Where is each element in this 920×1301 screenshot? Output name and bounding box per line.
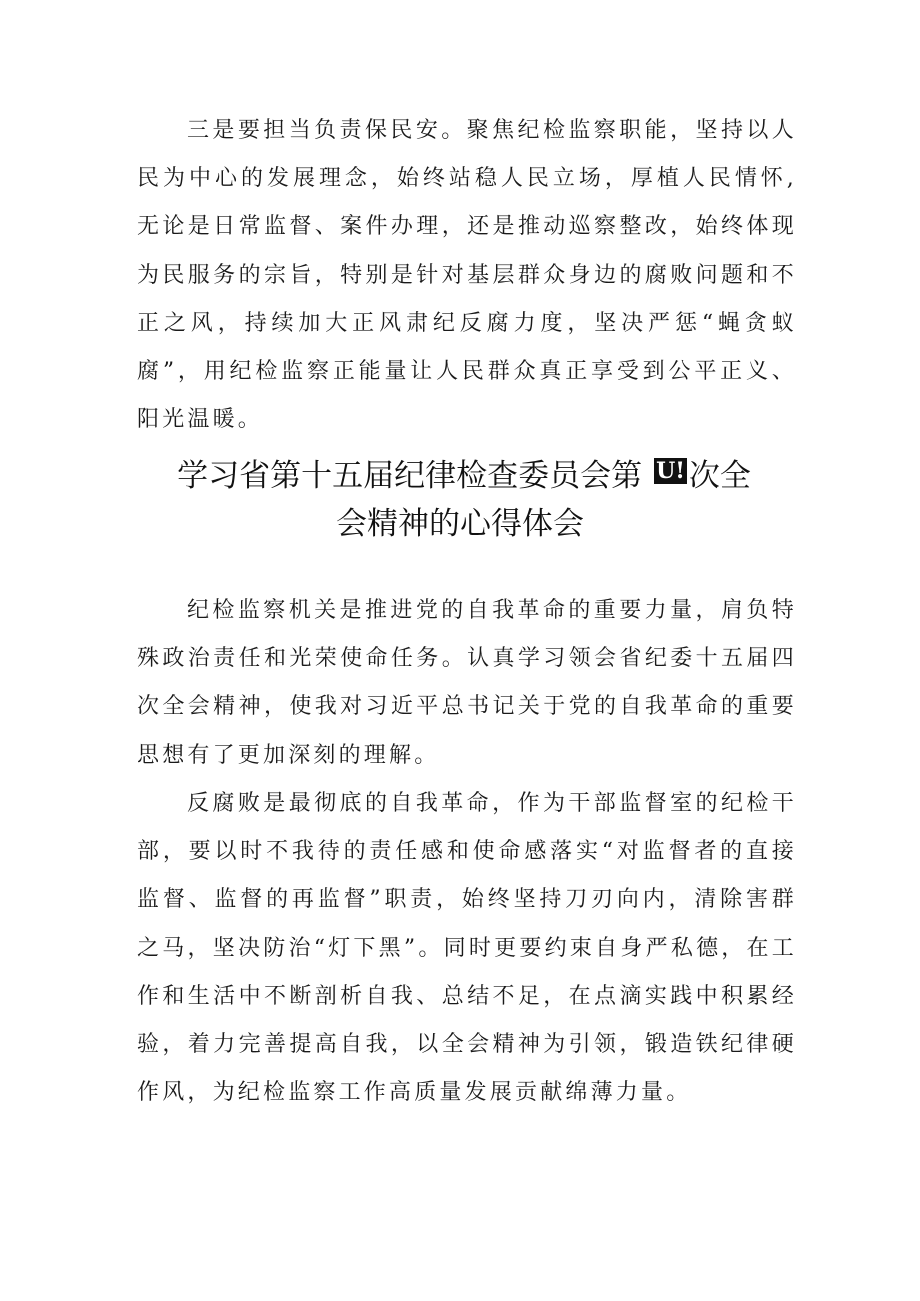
title-line-1-text-b: 次全 [688,458,751,494]
title-line-1-text-a: 学习省第十五届纪律检查委员会第 [177,458,643,494]
title-number-badge: U! [656,458,685,484]
title-line-2: 会精神的心得体会 [336,506,584,542]
article-title [100,452,820,548]
body-paragraph-2: 纪检监察机关是推进党的自我革命的重要力量，肩负特殊政治责任和光荣使命任务。认真学习领会省纪委十五届四次全会精神，使我对习近平总书记关于党的自我革命的重要思想有了更加深刻的理解。 [137,598,797,768]
title-line-1 [100,452,820,500]
body-paragraph-3: 反腐败是最彻底的自我革命，作为干部监督室的纪检干部，要以时不我待的责任感和使命感落实“对监督者的直接监督、监督的再监督”职责，始终坚持刀刃向内，清除害群之马，坚决防治“灯下黑”。同时更要约束自身严私德，在工作和生活中不断剖析自我、总结不足，在点滴实践中积累经验，着力完善提高自我，以全会精神为引领，锻造铁纪律硬作风，为纪检监察工作高质量发展贡献绵薄力量。 [137,791,797,1106]
body-paragraph-1: 三是要担当负责保民安。聚焦纪检监察职能，坚持以人民为中心的发展理念，始终站稳人民立场，厚植人民情怀,无论是日常监督、案件办理，还是推动巡察整改，始终体现为民服务的宗旨，特别是针对基层群众身边的腐败问题和不正之风，持续加大正风肃纪反腐力度，坚决严惩“蝇贪蚁腐”，用纪检监察正能量让人民群众真正享受到公平正义、阳光温暖。 [137,118,797,433]
